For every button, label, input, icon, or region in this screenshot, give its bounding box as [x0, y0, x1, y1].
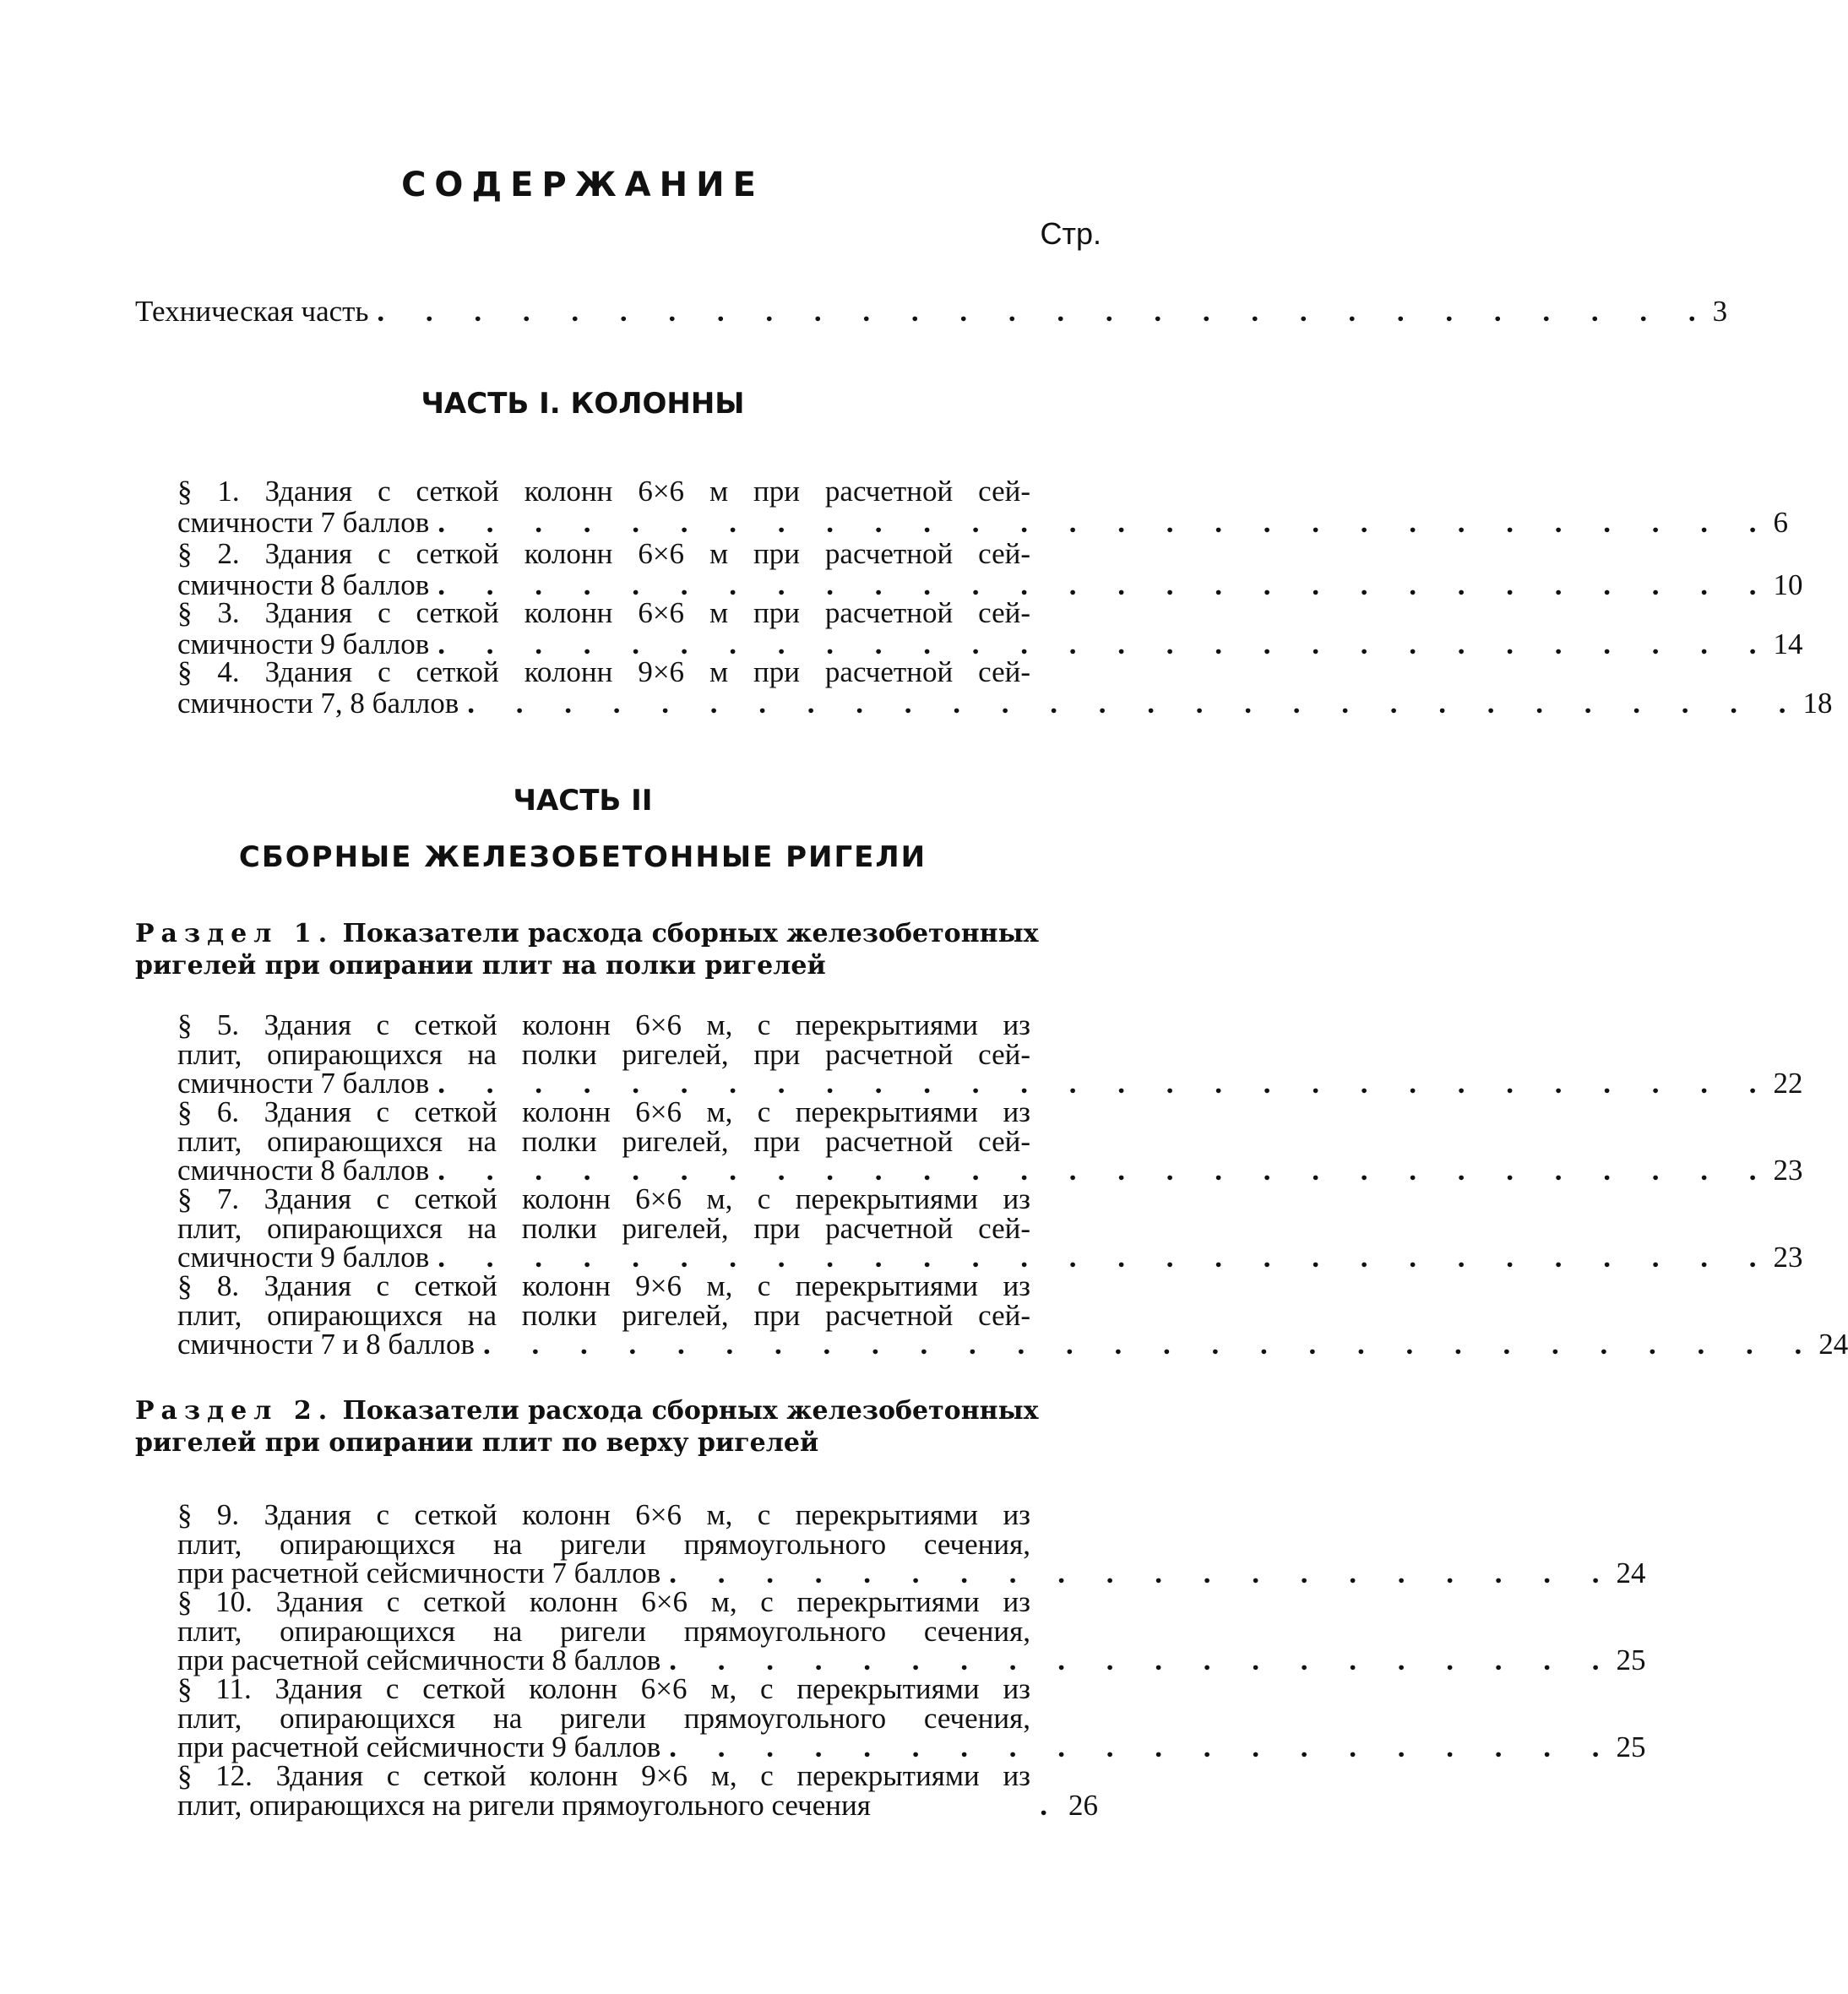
dot-leader: . . . . . . . . . . . . . . . . . . . . — [669, 1644, 1617, 1676]
toc-page-number: 25 — [1616, 1730, 1646, 1763]
toc-entry-text: смичности 9 баллов — [177, 628, 430, 660]
part2-subheading: СБОРНЫЕ ЖЕЛЕЗОБЕТОННЫЕ РИГЕЛИ — [238, 840, 927, 874]
part2-heading: ЧАСТЬ II — [513, 784, 653, 818]
toc-entry-text: смичности 7 баллов — [177, 506, 430, 539]
dot-leader: . . . . . . . . . . . . . . . . . . . . — [669, 1730, 1617, 1763]
toc-entry-text: смичности 7 и 8 баллов — [177, 1328, 476, 1361]
section2-heading — [135, 1395, 1039, 1459]
section-title-line: Показатели расхода сборных железобетонных — [342, 1396, 1039, 1426]
toc-page-number: 10 — [1773, 568, 1803, 601]
toc-entry-line: плит, опирающихся на полки ригелей, при расчетной сей- — [177, 1125, 1030, 1158]
dot-leader: . . . . . . . . . . . . . . . . . . . . . . . . . . . . — [438, 506, 1774, 539]
section-title-line: ригелей при опирании плит по верху ригелей — [135, 1428, 819, 1458]
dot-leader: . . . . . . . . . . . . . . . . . . . . . . . . . . . . — [483, 1328, 1819, 1361]
section-label: Раздел 2. — [135, 1396, 334, 1426]
dot-leader: . . . . . . . . . . . . . . . . . . . . . . . . . . . . — [438, 568, 1774, 601]
dot-leader: . . . . . . . . . . . . . . . . . . . . . . . . . . . . — [467, 687, 1803, 720]
toc-entry-section-12[interactable] — [177, 1790, 1098, 1822]
section-title-line: ригелей при опирании плит на полки ригелей — [135, 951, 826, 981]
section-title-line: Показатели расхода сборных железобетонных — [342, 919, 1039, 948]
toc-entry-text: смичности 8 баллов — [177, 568, 430, 601]
dot-leader: . . . . . . . . . . . . . . . . . . . . . . . . . . . . — [377, 295, 1713, 328]
page-column-label: Стр. — [1040, 216, 1101, 251]
toc-entry-line: плит, опирающихся на ригели прямоугольного сечения, — [177, 1528, 1030, 1561]
toc-entry-line: § 12. Здания с сеткой колонн 9×6 м, с перекрытиями из — [177, 1759, 1030, 1792]
page-title: СОДЕРЖАНИЕ — [401, 166, 764, 204]
toc-page-number: 24 — [1616, 1557, 1646, 1589]
toc-page-number: 6 — [1773, 506, 1789, 539]
toc-entry-text: плит, опирающихся на ригели прямоугольного сечения — [177, 1789, 871, 1822]
toc-entry-section-1[interactable] — [177, 506, 1789, 539]
toc-entry-text: смичности 8 баллов — [177, 1154, 430, 1187]
toc-page-number: 23 — [1773, 1154, 1803, 1187]
toc-page-number: 25 — [1616, 1644, 1646, 1676]
toc-entry-text: смичности 7, 8 баллов — [177, 687, 459, 720]
toc-entry-line: плит, опирающихся на полки ригелей, при расчетной сей- — [177, 1212, 1030, 1245]
toc-entry-section-8[interactable] — [177, 1328, 1848, 1361]
toc-page-number: 24 — [1818, 1328, 1848, 1361]
dot-leader: . . . . . . . . . . . . . . . . . . . . — [669, 1557, 1617, 1589]
toc-entry-line: § 7. Здания с сеткой колонн 6×6 м, с перекрытиями из — [177, 1182, 1030, 1215]
dot-leader: . — [1040, 1789, 1064, 1822]
toc-entry-line: § 11. Здания с сеткой колонн 6×6 м, с перекрытиями из — [177, 1672, 1030, 1705]
toc-entry-line: плит, опирающихся на полки ригелей, при расчетной сей- — [177, 1299, 1030, 1332]
toc-entry-line: плит, опирающихся на ригели прямоугольного сечения, — [177, 1615, 1030, 1648]
toc-entry-line: § 9. Здания с сеткой колонн 6×6 м, с перекрытиями из — [177, 1498, 1030, 1531]
toc-entry-line: § 4. Здания с сеткой колонн 9×6 м при расчетной сей- — [177, 655, 1030, 688]
toc-entry-line: § 6. Здания с сеткой колонн 6×6 м, с перекрытиями из — [177, 1095, 1030, 1128]
toc-entry-text: смичности 9 баллов — [177, 1241, 430, 1274]
toc-entry-text: при расчетной сейсмичности 8 баллов — [177, 1644, 661, 1676]
toc-entry-line: § 3. Здания с сеткой колонн 6×6 м при расчетной сей- — [177, 596, 1030, 629]
toc-entry-text: при расчетной сейсмичности 9 баллов — [177, 1730, 661, 1763]
toc-page-number: 26 — [1068, 1789, 1098, 1822]
part1-heading: ЧАСТЬ I. КОЛОННЫ — [421, 387, 745, 421]
toc-entry-section-4[interactable] — [177, 687, 1833, 720]
toc-entry-line: § 2. Здания с сеткой колонн 6×6 м при расчетной сей- — [177, 537, 1030, 570]
toc-page-number: 18 — [1802, 687, 1833, 720]
toc-entry-line: плит, опирающихся на полки ригелей, при расчетной сей- — [177, 1038, 1030, 1071]
toc-entry-line: § 5. Здания с сеткой колонн 6×6 м, с перекрытиями из — [177, 1008, 1030, 1041]
toc-entry-technical-part[interactable] — [135, 295, 1728, 328]
toc-entry-text: при расчетной сейсмичности 7 баллов — [177, 1557, 661, 1589]
dot-leader: . . . . . . . . . . . . . . . . . . . . . . . . . . . . — [438, 628, 1774, 660]
toc-page-number: 3 — [1712, 295, 1728, 328]
toc-entry-line: § 10. Здания с сеткой колонн 6×6 м, с перекрытиями из — [177, 1585, 1030, 1618]
toc-page-number: 14 — [1773, 628, 1803, 660]
toc-entry-text: смичности 7 баллов — [177, 1067, 430, 1100]
toc-entry-text: Техническая часть — [135, 295, 369, 328]
dot-leader: . . . . . . . . . . . . . . . . . . . . . . . . . . . . — [438, 1241, 1774, 1274]
toc-entry-line: плит, опирающихся на ригели прямоугольного сечения, — [177, 1702, 1030, 1735]
toc-entry-line: § 8. Здания с сеткой колонн 9×6 м, с перекрытиями из — [177, 1269, 1030, 1302]
section-label: Раздел 1. — [135, 919, 334, 948]
section1-heading — [135, 918, 1039, 982]
dot-leader: . . . . . . . . . . . . . . . . . . . . . . . . . . . . — [438, 1067, 1774, 1100]
toc-entry-line: § 1. Здания с сеткой колонн 6×6 м при расчетной сей- — [177, 475, 1030, 508]
dot-leader: . . . . . . . . . . . . . . . . . . . . . . . . . . . . — [438, 1154, 1774, 1187]
toc-page-number: 23 — [1773, 1241, 1803, 1274]
toc-page-number: 22 — [1773, 1067, 1803, 1100]
